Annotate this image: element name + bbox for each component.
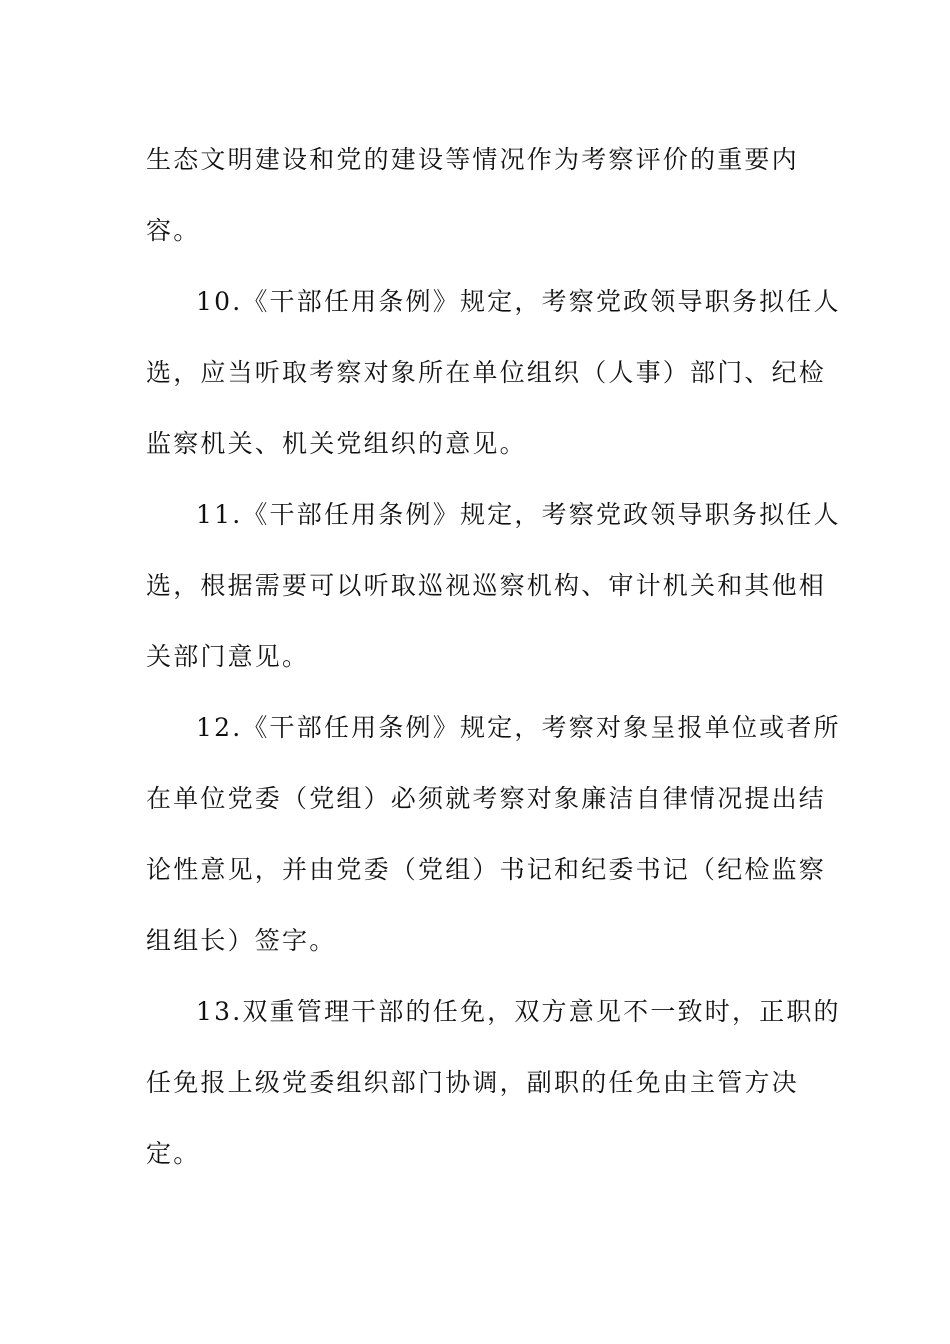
text-line: 选，应当听取考察对象所在单位组织（人事）部门、纪检 <box>146 358 827 387</box>
text-line: 定。 <box>146 1139 201 1168</box>
paragraph-start-10: 10.《干部任用条例》规定，考察党政领导职务拟任人 <box>196 287 841 316</box>
text-line: 任免报上级党委组织部门协调，副职的任免由主管方决 <box>146 1068 799 1097</box>
document-body <box>146 124 841 1189</box>
text-line: 组组长）签字。 <box>146 926 337 955</box>
text-line: 在单位党委（党组）必须就考察对象廉洁自律情况提出结 <box>146 784 827 813</box>
text-line: 监察机关、机关党组织的意见。 <box>146 429 527 458</box>
text-line: 容。 <box>146 216 201 245</box>
text-line: 论性意见，并由党委（党组）书记和纪委书记（纪检监察 <box>146 855 827 884</box>
paragraph-start-12: 12.《干部任用条例》规定，考察对象呈报单位或者所 <box>196 713 841 742</box>
text-line: 生态文明建设和党的建设等情况作为考察评价的重要内 <box>146 145 799 174</box>
paragraph-start-11: 11.《干部任用条例》规定，考察党政领导职务拟任人 <box>196 500 841 529</box>
text-line: 关部门意见。 <box>146 642 310 671</box>
text-line: 选，根据需要可以听取巡视巡察机构、审计机关和其他相 <box>146 571 827 600</box>
paragraph-start-13: 13.双重管理干部的任免，双方意见不一致时，正职的 <box>196 997 841 1026</box>
